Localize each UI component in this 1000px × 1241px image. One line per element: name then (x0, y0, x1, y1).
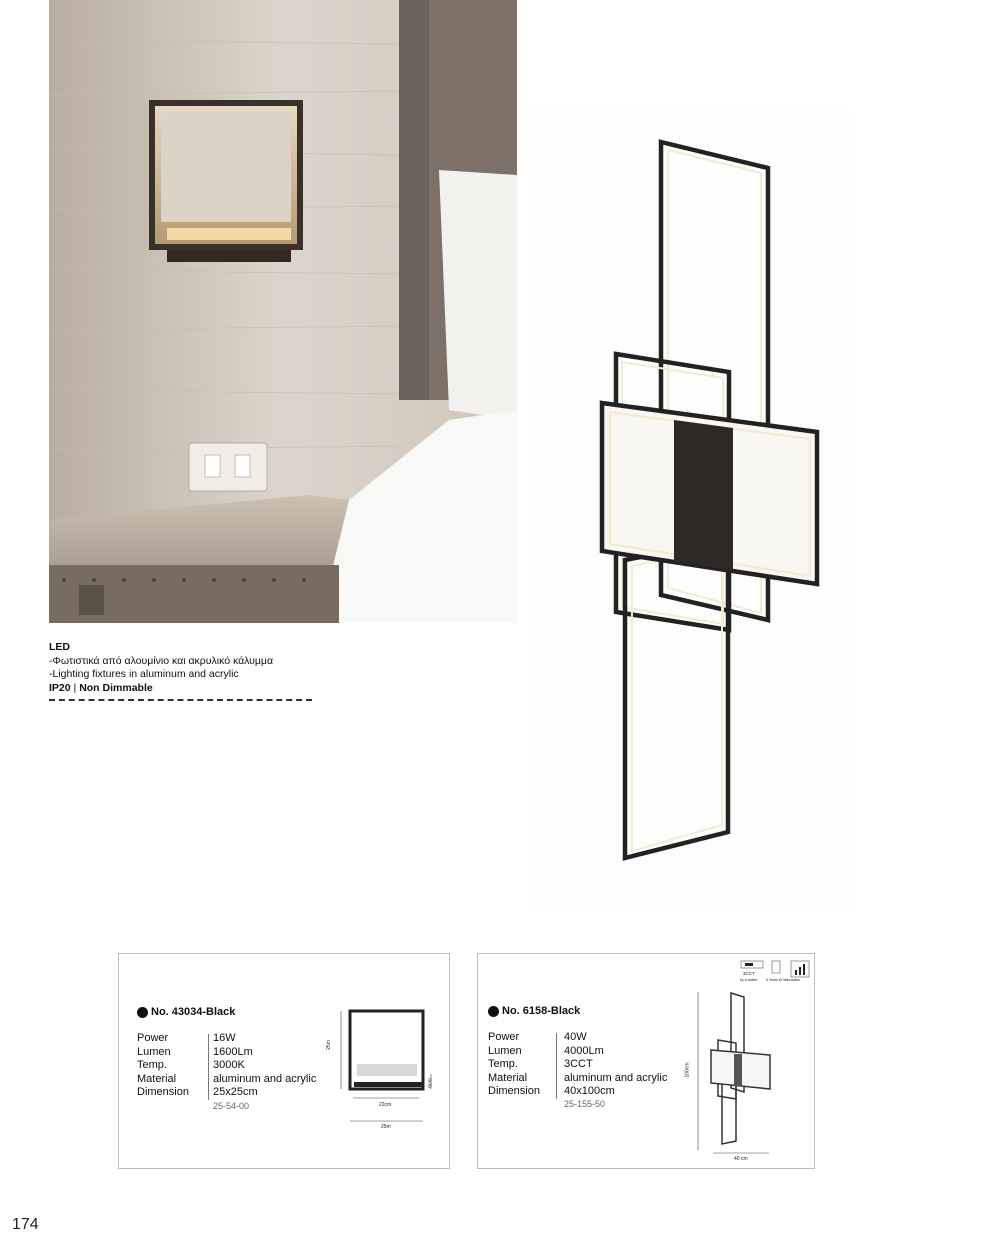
spec-value-dimension: 40x100cm (564, 1085, 615, 1097)
spec-label-material: Material (137, 1072, 177, 1085)
spec-label-lumen: Lumen (137, 1045, 171, 1058)
description-english: -Lighting fixtures in aluminum and acrylic (49, 668, 239, 680)
spec-table (137, 1032, 337, 1112)
separator: | (73, 681, 77, 694)
bullet-dot (137, 1007, 148, 1018)
spec-separator (556, 1033, 557, 1099)
model-number: No. 6158-Black (502, 1005, 581, 1017)
badge-cct: 3CCT (743, 971, 755, 976)
spec-value-lumen: 4000Lm (564, 1044, 604, 1057)
ip-rating: IP20 (49, 681, 71, 694)
product-code: 25-155-50 (564, 1099, 606, 1109)
spec-value-dimension: 25x25cm (213, 1086, 258, 1098)
dim-height: 25m (325, 1040, 332, 1050)
ip-rating-line (49, 682, 349, 696)
spec-value-lumen: 1600Lm (213, 1045, 253, 1058)
dim-inner-width: 22cm (379, 1102, 392, 1108)
dim-width: 25m (381, 1124, 391, 1130)
spec-value-power: 40W (564, 1031, 587, 1043)
dimension-drawing (686, 984, 786, 1166)
product-image-wall-light (530, 110, 850, 910)
dim-height: 100cm (684, 1062, 691, 1078)
spec-label-dimension: Dimension (137, 1086, 189, 1098)
spec-value-temp: 3CCT (564, 1058, 593, 1070)
spec-label-power: Power (488, 1031, 520, 1043)
dimension-drawing (319, 1004, 439, 1134)
badge-cct-sub: by a switch (740, 978, 758, 982)
spec-label-temp: Temp. (488, 1058, 518, 1070)
product-code: 25-54-00 (213, 1101, 250, 1111)
spec-label-dimension: Dimension (488, 1085, 540, 1097)
bedroom-photo (49, 0, 517, 623)
page-number: 174 (12, 1216, 39, 1233)
spec-value-material: aluminum and acrylic (213, 1072, 317, 1085)
product-intro (49, 641, 349, 695)
spec-label-power: Power (137, 1032, 169, 1044)
spec-card-6158 (477, 953, 815, 1169)
model-title (137, 1006, 235, 1018)
spec-card-43034 (118, 953, 450, 1169)
spec-label-material: Material (488, 1071, 528, 1084)
spec-separator (208, 1034, 209, 1100)
dim-depth: 6cm (427, 1078, 434, 1088)
spec-label-lumen: Lumen (488, 1044, 522, 1057)
model-title (488, 1005, 580, 1017)
spec-value-material: aluminum and acrylic (564, 1071, 668, 1084)
model-number: No. 43034-Black (151, 1006, 236, 1018)
spec-value-power: 16W (213, 1032, 236, 1044)
dashed-divider (49, 699, 312, 701)
led-label: LED (49, 641, 70, 653)
bullet-dot (488, 1006, 499, 1017)
spec-value-temp: 3000K (213, 1059, 245, 1071)
badge-remote: 5 Years ID Warranties (766, 978, 800, 982)
dim-width: 40 cm (734, 1156, 748, 1162)
spec-label-temp: Temp. (137, 1059, 167, 1071)
dimming-label: Non Dimmable (79, 681, 153, 694)
description-greek: -Φωτιστικά από αλουμίνιο και ακρυλικό κάλυμμα (49, 654, 274, 667)
